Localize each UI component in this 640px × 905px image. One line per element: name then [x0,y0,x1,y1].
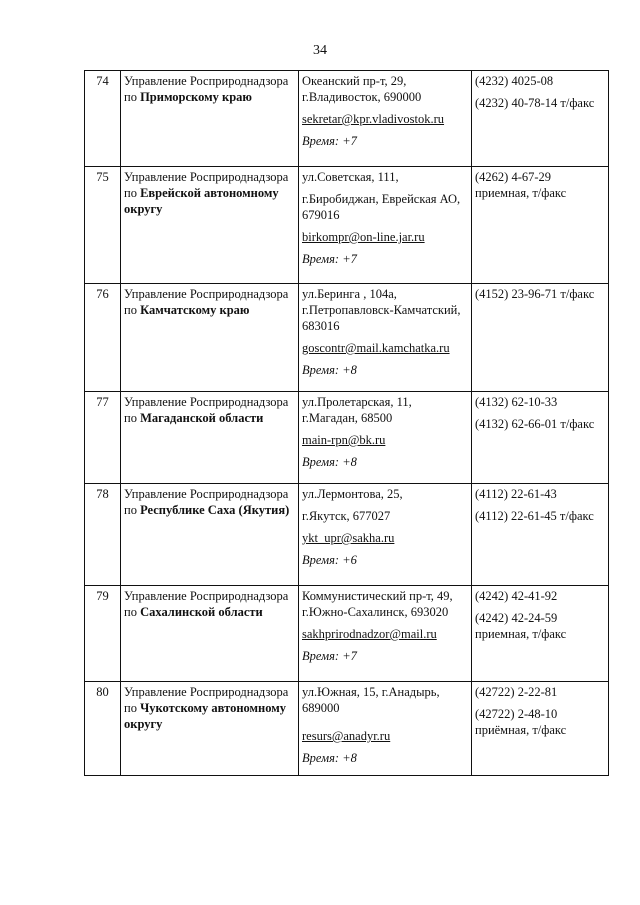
phone-cell [472,484,609,586]
row-number: 79 [85,586,121,682]
office-name-prefix: Управление Росприроднадзора по [124,287,289,317]
row-number: 77 [85,392,121,484]
table-body [85,71,609,776]
row-number: 80 [85,682,121,776]
office-name-prefix: Управление Росприроднадзора по [124,395,289,425]
address-line: ул.Южная, 15, г.Анадырь, 689000 [302,685,440,715]
address-line: г.Биробиджан, Еврейская АО, 679016 [302,192,461,222]
office-region: Чукотскому автономному округу [124,701,287,731]
phone-cell [472,167,609,284]
row-number: 76 [85,284,121,392]
phone-number: (42722) 2-22-81 [475,685,558,699]
address-line: г.Владивосток, 690000 [302,90,422,104]
row-number: 74 [85,71,121,167]
time-offset: Время: +6 [302,553,357,567]
address-line: ул.Лермонтова, 25, [302,487,403,501]
office-name-cell [121,682,299,776]
table-row [85,586,609,682]
address-line: г.Южно-Сахалинск, 693020 [302,605,449,619]
row-number: 75 [85,167,121,284]
phone-number: (4152) 23-96-71 т/факс [475,287,595,301]
table-row [85,484,609,586]
table-row [85,392,609,484]
office-name-prefix: Управление Росприроднадзора по [124,487,289,517]
office-region: Магаданской области [140,411,264,425]
office-name-prefix: Управление Росприроднадзора по [124,74,289,104]
office-name-cell [121,71,299,167]
office-name-cell [121,586,299,682]
address-line: ул.Пролетарская, 11, [302,395,412,409]
time-offset: Время: +7 [302,134,357,148]
page-number: 34 [313,43,327,58]
email-link[interactable]: main-rpn@bk.ru [302,433,386,447]
phone-cell [472,71,609,167]
email-link[interactable]: birkompr@on-line.jar.ru [302,230,425,244]
office-region: Сахалинской области [140,605,263,619]
address-cell [299,586,472,682]
phone-number: (4132) 62-66-01 т/факс [475,417,595,431]
email-link[interactable]: resurs@anadyr.ru [302,729,391,743]
office-region: Приморскому краю [140,90,252,104]
email-link[interactable]: sakhprirodnadzor@mail.ru [302,627,437,641]
address-line: Коммунистический пр-т, 49, [302,589,453,603]
phone-number: (4132) 62-10-33 [475,395,558,409]
office-name-prefix: Управление Росприроднадзора по [124,170,289,200]
time-offset: Время: +7 [302,649,357,663]
address-cell [299,484,472,586]
phone-cell [472,682,609,776]
address-cell [299,682,472,776]
address-line: ул.Беринга , 104а, [302,287,397,301]
address-line: Океанский пр-т, 29, [302,74,407,88]
address-cell [299,284,472,392]
phone-number: (42722) 2-48-10 приёмная, т/факс [475,707,567,737]
time-offset: Время: +8 [302,455,357,469]
office-name-cell [121,484,299,586]
table-row [85,682,609,776]
phone-note: приемная, т/факс [475,186,567,200]
phone-number: (4262) 4-67-29 [475,170,552,184]
address-cell [299,392,472,484]
office-name-prefix: Управление Росприроднадзора по [124,589,289,619]
office-name-cell [121,167,299,284]
row-number: 78 [85,484,121,586]
time-offset: Время: +7 [302,252,357,266]
phone-cell [472,392,609,484]
phone-number: (4112) 22-61-45 т/факс [475,509,594,523]
time-offset: Время: +8 [302,751,357,765]
office-region: Камчатскому краю [140,303,250,317]
office-region: Республике Саха (Якутия) [140,503,290,517]
email-link[interactable]: goscontr@mail.kamchatka.ru [302,341,450,355]
address-line: г.Петропавловск-Камчатский, 683016 [302,303,461,333]
office-region: Еврейской автономному округу [124,186,279,216]
office-name-prefix: Управление Росприроднадзора по [124,685,289,715]
phone-cell [472,284,609,392]
phone-number: (4232) 40-78-14 т/факс [475,96,595,110]
phone-number: (4112) 22-61-43 [475,487,557,501]
phone-number: (4232) 4025-08 [475,74,554,88]
table-row [85,284,609,392]
address-line: г.Якутск, 677027 [302,509,391,523]
phone-number: (4242) 42-24-59 приемная, т/факс [475,611,567,641]
address-cell [299,71,472,167]
phone-cell [472,586,609,682]
office-name-cell [121,284,299,392]
email-link[interactable]: sekretar@kpr.vladivostok.ru [302,112,445,126]
table-row [85,167,609,284]
office-registry-table [84,70,609,776]
table-row [85,71,609,167]
office-name-cell [121,392,299,484]
phone-number: (4242) 42-41-92 [475,589,558,603]
email-link[interactable]: ykt_upr@sakha.ru [302,531,395,545]
time-offset: Время: +8 [302,363,357,377]
address-cell [299,167,472,284]
address-line: ул.Советская, 111, [302,170,399,184]
address-line: г.Магадан, 68500 [302,411,393,425]
